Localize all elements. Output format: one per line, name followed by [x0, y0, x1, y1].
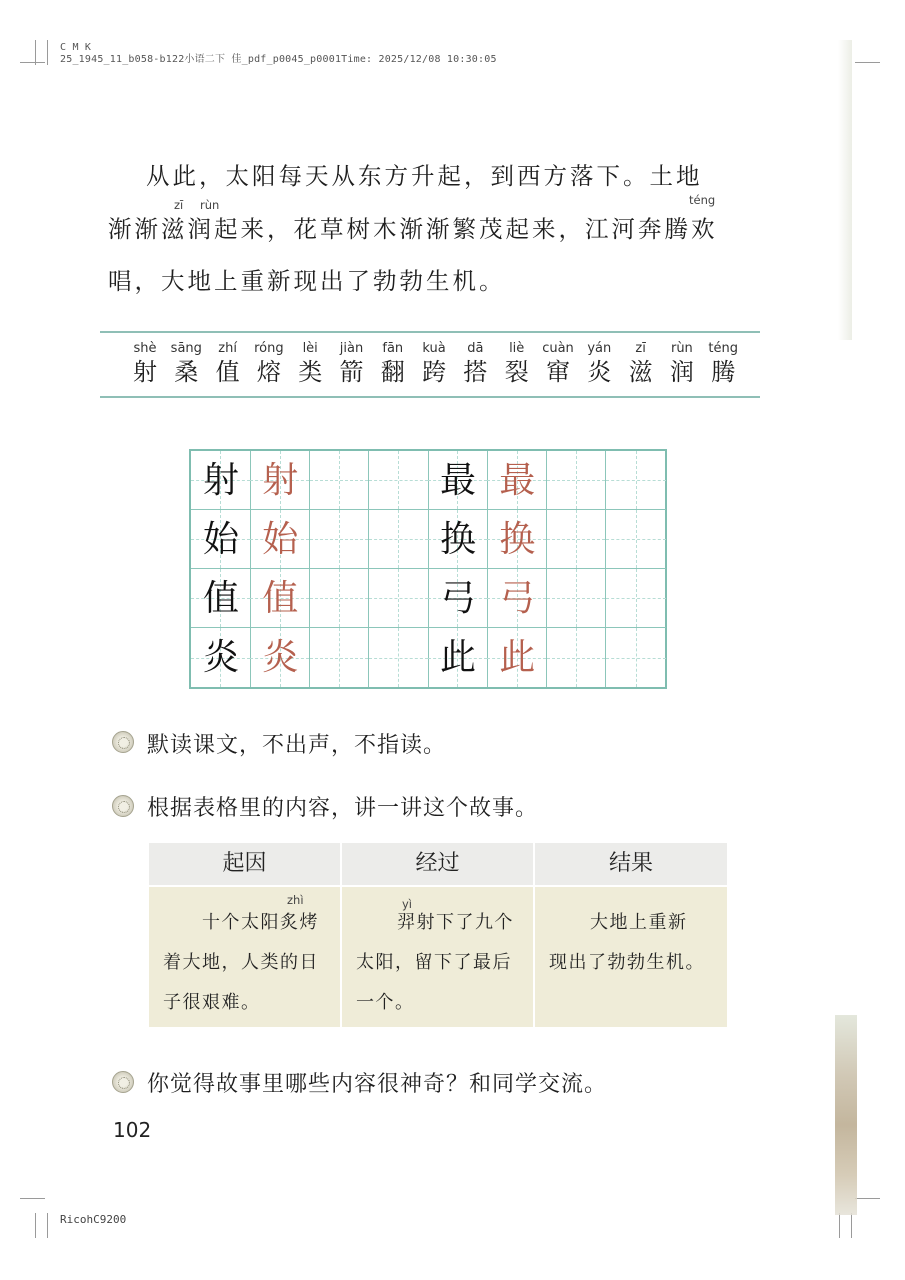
- grid-cell: [310, 569, 370, 628]
- cmyk-label: C M K: [60, 42, 92, 53]
- vocab-pinyin: liè: [509, 341, 525, 356]
- cause-line-1: 十个太阳炙烤: [202, 912, 319, 933]
- model-character: 最: [439, 460, 476, 501]
- printer-code: RicohC9200: [60, 1213, 127, 1226]
- pinyin-yi: yì: [402, 897, 413, 911]
- model-character: 始: [202, 519, 239, 560]
- grid-cell: [369, 569, 429, 628]
- trace-character: 弓: [499, 578, 536, 619]
- grid-cell: [369, 451, 429, 510]
- vocab-character: 桑: [174, 358, 199, 386]
- crop-mark: [20, 62, 45, 63]
- grid-cell: [310, 510, 370, 569]
- vocab-pinyin: rùn: [670, 341, 693, 356]
- vocab-pinyin: zhí: [218, 341, 237, 356]
- vocab-character: 射: [133, 358, 157, 386]
- crop-mark: [35, 1213, 36, 1238]
- vocab-pinyin: yán: [587, 341, 612, 356]
- vocab-character: 窜: [546, 358, 570, 386]
- crop-mark: [851, 1213, 852, 1238]
- vocab-pinyin: fān: [382, 341, 404, 356]
- grid-cell: [606, 628, 666, 687]
- model-character: 此: [439, 637, 476, 678]
- exercise-bullet-icon: [112, 795, 134, 817]
- vocab-character: 类: [298, 358, 323, 386]
- pinyin-zi: zī: [174, 198, 184, 212]
- crop-mark: [47, 1213, 48, 1238]
- grid-cell: [547, 569, 607, 628]
- vocab-pinyin: kuà: [422, 341, 446, 356]
- grid-cell: [547, 510, 607, 569]
- trace-character: 射: [262, 460, 299, 501]
- exercise-bullet-icon: [112, 1071, 134, 1093]
- vocab-pinyin: téng: [708, 341, 738, 356]
- process-line-1: 羿射下了九个: [397, 912, 514, 933]
- pinyin-run: rùn: [200, 198, 220, 212]
- result-line-2: 现出了勃勃生机。: [549, 952, 705, 973]
- vocab-character: 值: [215, 358, 240, 386]
- trace-character: 最: [499, 460, 536, 501]
- passage-line-1: 从此，太阳每天从东方升起，到西方落下。土地: [146, 162, 703, 190]
- trace-character: 换: [499, 519, 536, 560]
- grid-cell: [310, 451, 370, 510]
- process-line-2: 太阳，留下了最后: [356, 952, 512, 973]
- grid-cell: [369, 510, 429, 569]
- table-header-cause: 起因: [149, 843, 340, 885]
- exercise-2: 根据表格里的内容，讲一讲这个故事。: [147, 796, 539, 821]
- crop-mark: [47, 40, 48, 65]
- exercise-bullet-icon: [112, 731, 134, 753]
- vocab-bottom-rule: [100, 396, 760, 398]
- vocab-item: [703, 340, 743, 386]
- page-number: 102: [113, 1118, 152, 1142]
- grid-cell: [369, 628, 429, 687]
- vocab-pinyin: jiàn: [339, 341, 364, 356]
- page-edge-shade: [838, 40, 852, 340]
- table-header-result: 结果: [535, 843, 727, 885]
- table-header-process: 经过: [342, 843, 533, 885]
- trace-character: 始: [262, 519, 299, 560]
- vocab-character: 腾: [711, 358, 736, 386]
- vocab-character: 搭: [463, 358, 488, 386]
- pinyin-teng: téng: [689, 193, 716, 207]
- passage-line-3: 唱，大地上重新现出了勃勃生机。: [108, 267, 506, 295]
- crop-mark: [839, 1213, 840, 1238]
- crop-mark: [855, 62, 880, 63]
- grid-cell: [606, 510, 666, 569]
- page-edge-image: [835, 1015, 857, 1215]
- vocab-character: 润: [669, 358, 694, 386]
- trace-character: 值: [262, 578, 299, 619]
- vocab-pinyin: sāng: [170, 341, 202, 356]
- trace-character: 炎: [262, 637, 299, 678]
- exercise-1: 默读课文，不出声，不指读。: [147, 733, 447, 758]
- grid-cell: [606, 451, 666, 510]
- model-character: 弓: [439, 578, 476, 619]
- vocab-character: 翻: [380, 358, 405, 386]
- model-character: 炎: [202, 637, 239, 678]
- grid-cell: [547, 451, 607, 510]
- crop-mark: [855, 1198, 880, 1199]
- vocab-pinyin: lèi: [302, 341, 318, 356]
- writing-grid: [189, 449, 667, 689]
- pinyin-zhi: zhì: [287, 893, 304, 907]
- vocab-pinyin: cuàn: [542, 341, 574, 356]
- vocab-pinyin: dā: [467, 341, 484, 356]
- vocab-character: 裂: [504, 358, 529, 386]
- model-character: 射: [202, 460, 239, 501]
- vocab-character: 箭: [339, 358, 364, 386]
- cause-line-2: 着大地，人类的日: [163, 952, 319, 973]
- model-character: 值: [202, 578, 239, 619]
- trace-character: 此: [499, 637, 536, 678]
- vocab-pinyin: shè: [133, 341, 157, 356]
- vocab-top-rule: [100, 331, 760, 333]
- cause-line-3: 子很艰难。: [163, 992, 261, 1013]
- vocab-character: 炎: [587, 358, 612, 386]
- vocab-pinyin: róng: [254, 341, 284, 356]
- result-line-1: 大地上重新: [590, 912, 688, 933]
- vocab-character: 跨: [422, 358, 447, 386]
- grid-cell: [547, 628, 607, 687]
- passage-line-2: 渐渐滋润起来，花草树木渐渐繁茂起来，江河奔腾欢: [108, 215, 718, 243]
- vocab-character: 熔: [256, 358, 281, 386]
- process-line-3: 一个。: [356, 992, 415, 1013]
- grid-cell: [310, 628, 370, 687]
- grid-cell: [606, 569, 666, 628]
- print-header: [60, 42, 497, 66]
- vocab-pinyin: zī: [635, 341, 646, 356]
- model-character: 换: [439, 519, 476, 560]
- exercise-3: 你觉得故事里哪些内容很神奇？和同学交流。: [147, 1072, 608, 1097]
- file-info: 25_1945_11_b058-b122小语二下 佳_pdf_p0045_p0001Time: 2025/12/08 10:30:05: [60, 54, 497, 65]
- crop-mark: [20, 1198, 45, 1199]
- vocab-character: 滋: [628, 358, 653, 386]
